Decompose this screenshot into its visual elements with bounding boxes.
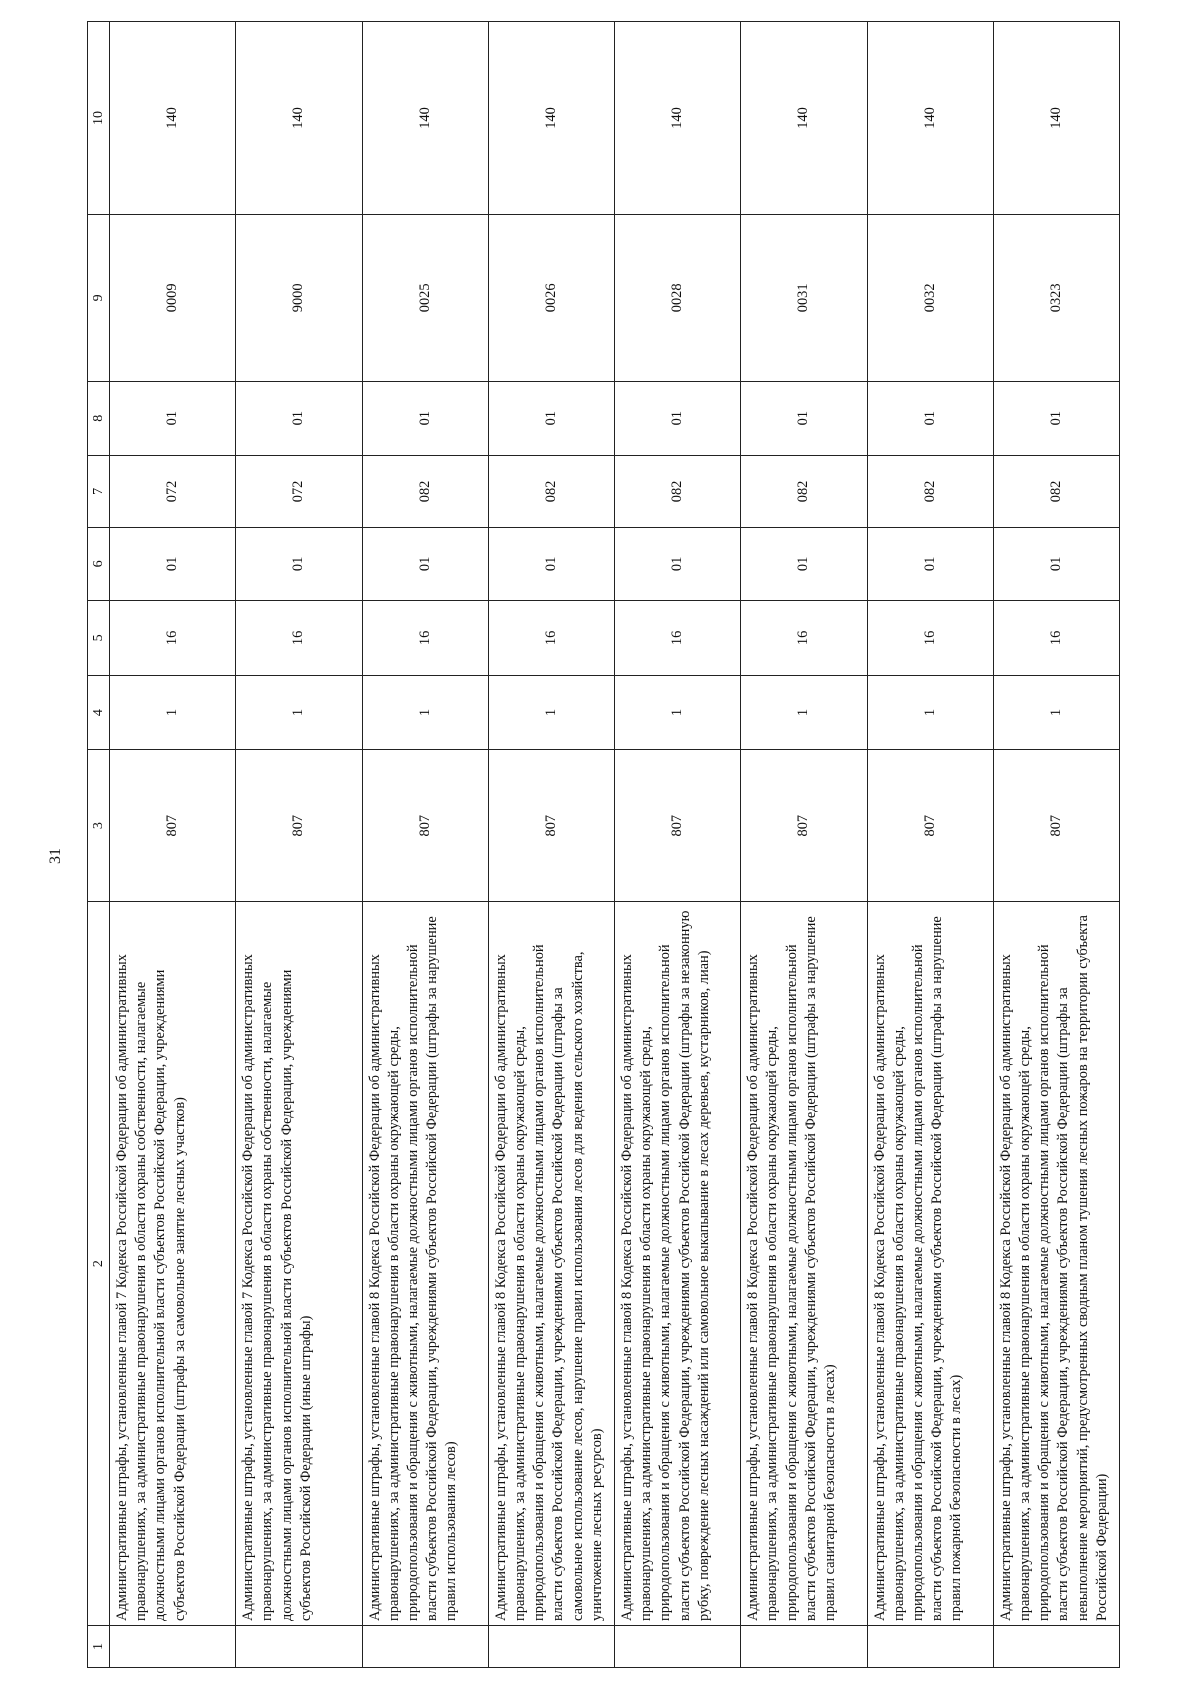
code-cell: 140	[615, 22, 741, 215]
code-cell: 1	[236, 676, 362, 750]
header-cell: 10	[88, 22, 110, 215]
table-row	[867, 22, 993, 1668]
table-row	[362, 22, 488, 1668]
code-cell: 1	[867, 676, 993, 750]
code-cell: 16	[236, 600, 362, 675]
code-cell: 0031	[741, 214, 867, 381]
code-cell: 082	[488, 455, 614, 528]
code-cell: 01	[362, 528, 488, 601]
admin-code-cell: 807	[867, 750, 993, 902]
code-cell: 01	[236, 528, 362, 601]
code-cell: 16	[362, 600, 488, 675]
code-cell: 01	[741, 528, 867, 601]
code-cell: 16	[488, 600, 614, 675]
code-cell: 0026	[488, 214, 614, 381]
rotated-table-container	[87, 21, 1120, 1668]
row-number-cell	[741, 1625, 867, 1667]
code-cell: 01	[741, 381, 867, 455]
admin-code-cell: 807	[110, 750, 236, 902]
header-cell: 1	[88, 1625, 110, 1667]
code-cell: 9000	[236, 214, 362, 381]
code-cell: 1	[488, 676, 614, 750]
code-cell: 0028	[615, 214, 741, 381]
code-cell: 01	[867, 528, 993, 601]
code-cell: 16	[110, 600, 236, 675]
code-cell: 16	[615, 600, 741, 675]
code-cell: 01	[488, 528, 614, 601]
code-cell: 0323	[993, 214, 1119, 381]
description-cell: Административные штрафы, установленные главой 8 Кодекса Российской Федерации об административных правонарушениях, за административные правонарушения в области охраны окружающей среды, природопользования и обращения с животными, налагаемые должностными лицами органов исполнительной власти субъектов Российской Федерации, учреждениями субъектов Российской Федерации (штрафы за самовольное использование лесов, нарушение правил использования лесов для ведения сельского хозяйства, уничтожение лесных ресурсов)	[488, 902, 614, 1626]
code-cell: 140	[993, 22, 1119, 215]
header-cell: 5	[88, 600, 110, 675]
header-cell: 4	[88, 676, 110, 750]
code-cell: 1	[362, 676, 488, 750]
admin-code-cell: 807	[488, 750, 614, 902]
code-cell: 01	[362, 381, 488, 455]
code-cell: 140	[741, 22, 867, 215]
table-row	[741, 22, 867, 1668]
description-cell: Административные штрафы, установленные главой 8 Кодекса Российской Федерации об административных правонарушениях, за административные правонарушения в области охраны окружающей среды, природопользования и обращения с животными, налагаемые должностными лицами органов исполнительной власти субъектов Российской Федерации, учреждениями субъектов Российской Федерации (штрафы за нарушение правил использования лесов)	[362, 902, 488, 1626]
code-cell: 140	[362, 22, 488, 215]
code-cell: 01	[993, 528, 1119, 601]
page-number: 31	[47, 848, 64, 864]
code-cell: 072	[236, 455, 362, 528]
description-cell: Административные штрафы, установленные главой 7 Кодекса Российской Федерации об административных правонарушениях, за административные правонарушения в области охраны собственности, налагаемые должностными лицами органов исполнительной власти субъектов Российской Федерации, учреждениями субъектов Российской Федерации (штрафы за самовольное занятие лесных участков)	[110, 902, 236, 1626]
row-number-cell	[615, 1625, 741, 1667]
header-cell: 7	[88, 455, 110, 528]
admin-code-cell: 807	[236, 750, 362, 902]
description-cell: Административные штрафы, установленные главой 8 Кодекса Российской Федерации об административных правонарушениях, за административные правонарушения в области охраны окружающей среды, природопользования и обращения с животными, налагаемые должностными лицами органов исполнительной власти субъектов Российской Федерации, учреждениями субъектов Российской Федерации (штрафы за невыполнение мероприятий, предусмотренных сводным планом тушения лесных пожаров на территории субъекта Российской Федерации)	[993, 902, 1119, 1626]
code-cell: 01	[236, 381, 362, 455]
code-cell: 01	[110, 381, 236, 455]
code-cell: 082	[993, 455, 1119, 528]
code-cell: 0009	[110, 214, 236, 381]
admin-code-cell: 807	[362, 750, 488, 902]
table-row	[993, 22, 1119, 1668]
row-number-cell	[110, 1625, 236, 1667]
table-row	[236, 22, 362, 1668]
admin-code-cell: 807	[615, 750, 741, 902]
code-cell: 01	[993, 381, 1119, 455]
header-cell: 8	[88, 381, 110, 455]
code-cell: 1	[615, 676, 741, 750]
code-cell: 01	[488, 381, 614, 455]
code-cell: 140	[236, 22, 362, 215]
row-number-cell	[362, 1625, 488, 1667]
code-cell: 01	[110, 528, 236, 601]
code-cell: 01	[867, 381, 993, 455]
code-cell: 0032	[867, 214, 993, 381]
row-number-cell	[993, 1625, 1119, 1667]
row-number-cell	[867, 1625, 993, 1667]
code-cell: 140	[110, 22, 236, 215]
header-cell: 2	[88, 902, 110, 1626]
code-cell: 0025	[362, 214, 488, 381]
code-cell: 1	[993, 676, 1119, 750]
code-cell: 16	[867, 600, 993, 675]
header-cell: 6	[88, 528, 110, 601]
table-row	[110, 22, 236, 1668]
code-cell: 16	[741, 600, 867, 675]
admin-code-cell: 807	[741, 750, 867, 902]
row-number-cell	[236, 1625, 362, 1667]
code-cell: 01	[615, 381, 741, 455]
code-cell: 082	[867, 455, 993, 528]
table-row	[488, 22, 614, 1668]
table-row	[615, 22, 741, 1668]
header-cell: 3	[88, 750, 110, 902]
code-cell: 082	[615, 455, 741, 528]
code-cell: 1	[741, 676, 867, 750]
description-cell: Административные штрафы, установленные главой 8 Кодекса Российской Федерации об административных правонарушениях, за административные правонарушения в области охраны окружающей среды, природопользования и обращения с животными, налагаемые должностными лицами органов исполнительной власти субъектов Российской Федерации, учреждениями субъектов Российской Федерации (штрафы за нарушение правил санитарной безопасности в лесах)	[741, 902, 867, 1626]
description-cell: Административные штрафы, установленные главой 8 Кодекса Российской Федерации об административных правонарушениях, за административные правонарушения в области охраны окружающей среды, природопользования и обращения с животными, налагаемые должностными лицами органов исполнительной власти субъектов Российской Федерации, учреждениями субъектов Российской Федерации (штрафы за нарушение правил пожарной безопасности в лесах)	[867, 902, 993, 1626]
code-cell: 140	[867, 22, 993, 215]
code-cell: 140	[488, 22, 614, 215]
revenue-codes-table	[87, 21, 1120, 1668]
admin-code-cell: 807	[993, 750, 1119, 902]
description-cell: Административные штрафы, установленные главой 8 Кодекса Российской Федерации об административных правонарушениях, за административные правонарушения в области охраны окружающей среды, природопользования и обращения с животными, налагаемые должностными лицами органов исполнительной власти субъектов Российской Федерации, учреждениями субъектов Российской Федерации (штрафы за незаконную рубку, повреждение лесных насаждений или самовольное выкапывание в лесах деревьев, кустарников, лиан)	[615, 902, 741, 1626]
code-cell: 16	[993, 600, 1119, 675]
code-cell: 082	[362, 455, 488, 528]
code-cell: 082	[741, 455, 867, 528]
header-row	[88, 22, 110, 1668]
description-cell: Административные штрафы, установленные главой 7 Кодекса Российской Федерации об административных правонарушениях, за административные правонарушения в области охраны собственности, налагаемые должностными лицами органов исполнительной власти субъектов Российской Федерации, учреждениями субъектов Российской Федерации (иные штрафы)	[236, 902, 362, 1626]
code-cell: 072	[110, 455, 236, 528]
code-cell: 1	[110, 676, 236, 750]
row-number-cell	[488, 1625, 614, 1667]
code-cell: 01	[615, 528, 741, 601]
header-cell: 9	[88, 214, 110, 381]
